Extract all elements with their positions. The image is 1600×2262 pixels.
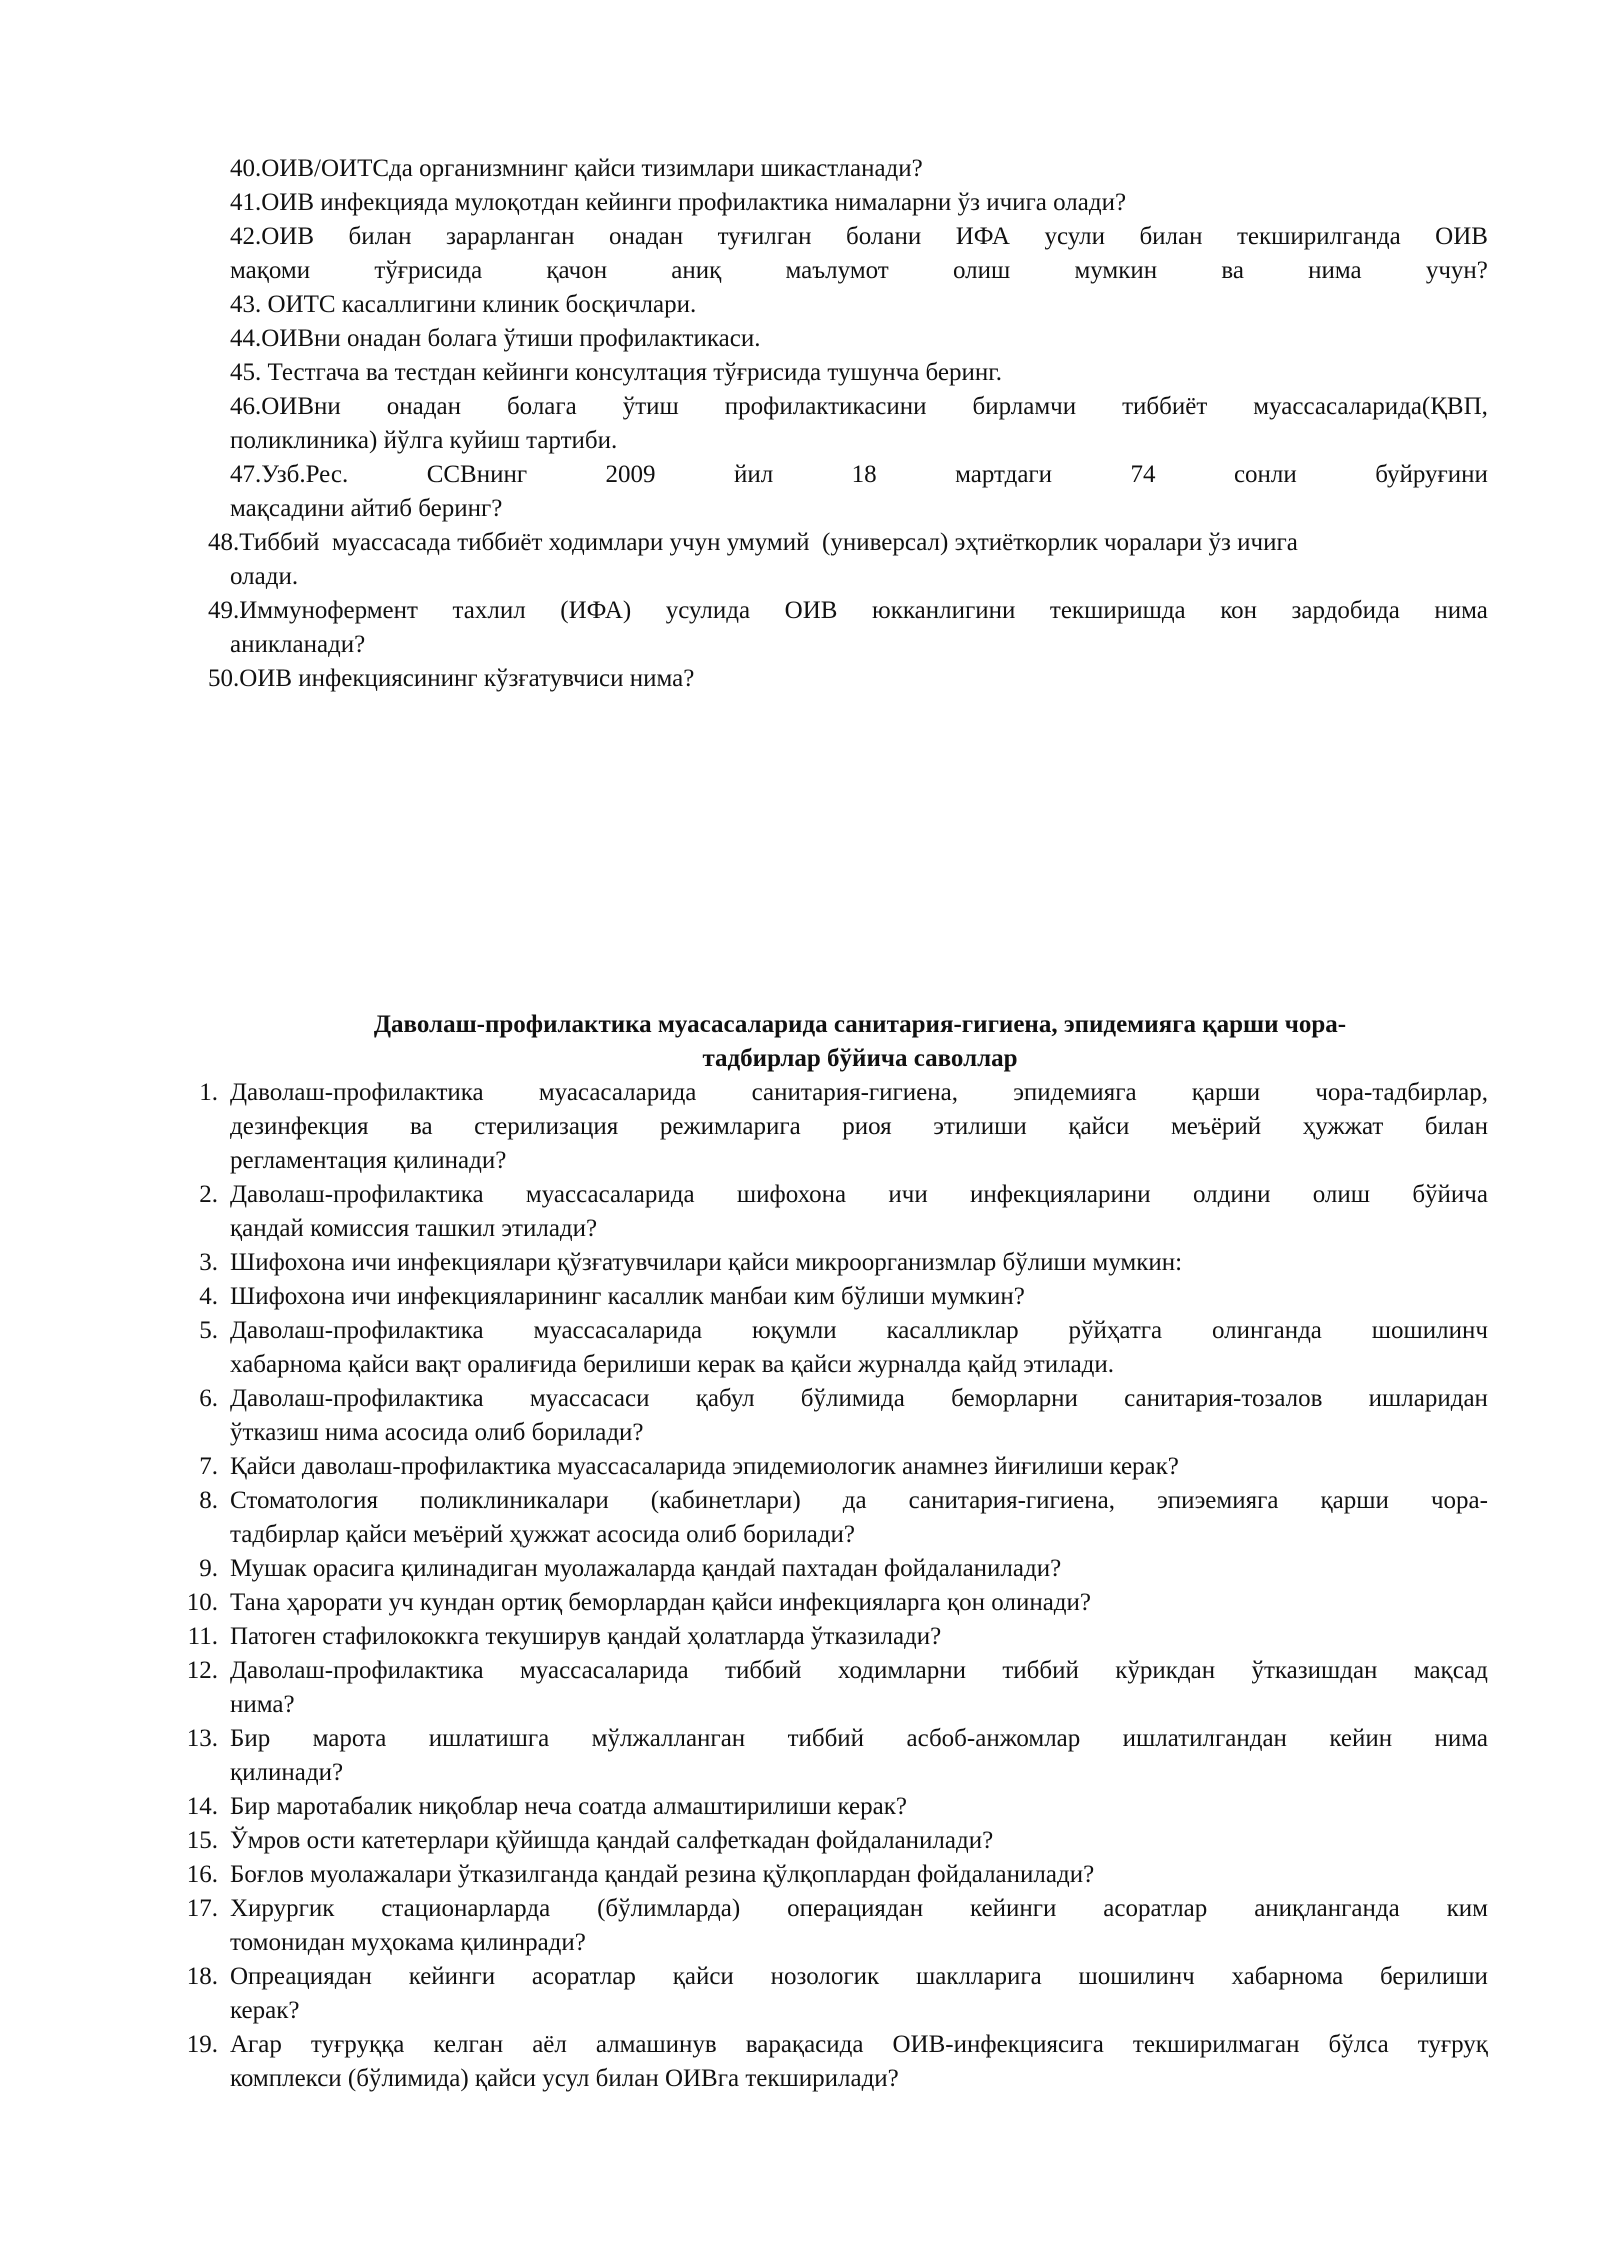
list-item-line <box>230 1178 1488 1212</box>
word: ОИВ <box>1435 223 1488 250</box>
word: асбоб-анжомлар <box>906 1725 1081 1752</box>
word: текширилмаган <box>1132 2031 1300 2058</box>
word: сонли <box>1233 461 1297 488</box>
word: тиббий <box>725 1657 802 1684</box>
word: Опреациядан <box>230 1963 372 1990</box>
question-47-line-1 <box>230 458 1488 492</box>
word: тўғрисида <box>374 257 483 284</box>
list-item-line: Шифохона ичи инфекцияларининг касаллик манбаи ким бўлиши мумкин? <box>230 1283 1025 1310</box>
word: тиббий <box>787 1725 865 1752</box>
list-item-number: 16. <box>186 1861 218 1888</box>
list-item-line: нима? <box>230 1691 295 1718</box>
word: қарши <box>1320 1487 1389 1514</box>
word: муассасаларида <box>525 1181 695 1208</box>
list-item-line <box>230 1076 1488 1110</box>
list-item-line: Мушак орасига қилинадиган муолажаларда қандай пахтадан фойдаланилади? <box>230 1555 1062 1582</box>
question-49-line-1 <box>208 594 1488 628</box>
word: нима <box>1434 1725 1488 1752</box>
word: 74 <box>1130 461 1156 488</box>
word: ким <box>1446 1895 1488 1922</box>
question-44: 44.ОИВни онадан болага ўтиши профилактикаси. <box>230 325 761 352</box>
list-item-line <box>230 1722 1488 1756</box>
word: шошилинч <box>1371 1317 1488 1344</box>
word: операциядан <box>787 1895 924 1922</box>
word: чора-тадбирлар, <box>1315 1079 1488 1106</box>
word: ОИВ <box>784 597 838 624</box>
word: қайси <box>1068 1113 1130 1140</box>
word: берилиши <box>1380 1963 1488 1990</box>
word: инфекцияларини <box>970 1181 1151 1208</box>
word: ва <box>1221 257 1244 284</box>
word: олиш <box>952 257 1011 284</box>
word: ҳужжат <box>1302 1113 1384 1140</box>
word: хабарнома <box>1231 1963 1344 1990</box>
word: ССВнинг <box>426 461 528 488</box>
word: муассасаларида(ҚВП, <box>1253 393 1488 420</box>
word: рўйҳатга <box>1068 1317 1163 1344</box>
word: маълумот <box>785 257 889 284</box>
word: кон <box>1220 597 1257 624</box>
word: поликлиникалари <box>420 1487 609 1514</box>
list-item-line: Қайси даволаш-профилактика муассасаларида эпидемиологик анамнез йиғилиши керак? <box>230 1453 1179 1480</box>
list-item-line: тадбирлар қайси меъёрий ҳужжат асосида олиб борилади? <box>230 1521 855 1548</box>
word: 18 <box>851 461 877 488</box>
word: Даволаш-профилактика <box>230 1079 484 1106</box>
word: асоратлар <box>531 1963 636 1990</box>
list-item-number: 2. <box>199 1181 218 1208</box>
word: (бўлимларда) <box>597 1895 741 1922</box>
question-46-line-1 <box>230 390 1488 424</box>
question-47-line-2: мақсадини айтиб беринг? <box>230 495 503 522</box>
word: билан <box>348 223 412 250</box>
word: қайси <box>672 1963 734 1990</box>
word: тиббий <box>1002 1657 1079 1684</box>
word: Агар <box>230 2031 282 2058</box>
word: онадан <box>608 223 684 250</box>
word: шошилинч <box>1078 1963 1195 1990</box>
word: (кабинетлари) <box>650 1487 801 1514</box>
word: ва <box>410 1113 433 1140</box>
word: Даволаш-профилактика <box>230 1317 484 1344</box>
list-item-line: керак? <box>230 1997 300 2024</box>
word: дезинфекция <box>230 1113 369 1140</box>
word: Хирургик <box>230 1895 335 1922</box>
word: Даволаш-профилактика <box>230 1181 484 1208</box>
word: кейин <box>1329 1725 1393 1752</box>
word: аёл <box>532 2031 567 2058</box>
word: бўйича <box>1412 1181 1488 1208</box>
word: риоя <box>842 1113 892 1140</box>
list-item-number: 4. <box>199 1283 218 1310</box>
word: туғруққа <box>310 2031 405 2058</box>
question-45: 45. Тестгача ва тестдан кейинги консултация тўғрисида тушунча беринг. <box>230 359 1002 386</box>
word: онадан <box>386 393 461 420</box>
word: бўлса <box>1328 2031 1389 2058</box>
word: болага <box>506 393 577 420</box>
word: 46.ОИВни <box>230 393 341 420</box>
word: варақасида <box>745 2031 864 2058</box>
word: ишларидан <box>1368 1385 1488 1412</box>
word: режимларига <box>659 1113 801 1140</box>
word: мумкин <box>1074 257 1158 284</box>
word: меъёрий <box>1170 1113 1262 1140</box>
word: қабул <box>695 1385 755 1412</box>
list-item-number: 1. <box>199 1079 218 1106</box>
list-item-number: 19. <box>186 2031 218 2058</box>
word: учун? <box>1425 257 1488 284</box>
question-49-line-2: аникланади? <box>230 631 366 658</box>
list-item-line <box>230 1314 1488 1348</box>
word: усулида <box>665 597 751 624</box>
word: болани <box>845 223 922 250</box>
list-item-line: Шифохона ичи инфекциялари қўзғатувчилари қайси микроорганизмлар бўлиши мумкин: <box>230 1249 1183 1276</box>
list-item-line: қандай комиссия ташкил этилади? <box>230 1215 598 1242</box>
section-title-line-1: Даволаш-профилактика муасасаларида санитария-гигиена, эпидемияга қарши чора- <box>373 1011 1347 1038</box>
word: асоратлар <box>1103 1895 1208 1922</box>
word: (ИФА) <box>560 597 632 624</box>
word: 49.Иммунофермент <box>208 597 418 624</box>
word: шаклларига <box>915 1963 1042 1990</box>
word: мақсад <box>1413 1657 1488 1684</box>
list-item-line: Патоген стафилококкга текуширув қандай ҳолатларда ўтказилади? <box>230 1623 942 1650</box>
word: қачон <box>546 257 608 284</box>
list-item-number: 11. <box>187 1623 218 1650</box>
question-50: 50.ОИВ инфекциясининг кўзғатувчиси нима? <box>208 665 695 692</box>
word: стационарларда <box>381 1895 551 1922</box>
word: чора- <box>1430 1487 1488 1514</box>
word: алмашинув <box>595 2031 717 2058</box>
word: санитария-гигиена, <box>908 1487 1115 1514</box>
word: туғилган <box>717 223 812 250</box>
word: нима <box>1308 257 1362 284</box>
word: мартдаги <box>955 461 1053 488</box>
word: ОИВ-инфекциясига <box>892 2031 1104 2058</box>
word: беморларни <box>951 1385 1078 1412</box>
list-item-line <box>230 1892 1488 1926</box>
list-item-number: 7. <box>199 1453 218 1480</box>
word: келган <box>433 2031 504 2058</box>
question-42-line-2 <box>230 254 1488 288</box>
word: Даволаш-профилактика <box>230 1385 484 1412</box>
word: 42.ОИВ <box>230 223 315 250</box>
word: зардобида <box>1291 597 1400 624</box>
list-item-line: томонидан муҳокама қилинради? <box>230 1929 586 1956</box>
word: туғруқ <box>1417 2031 1488 2058</box>
word: олинганда <box>1211 1317 1322 1344</box>
word: бўлимида <box>800 1385 905 1412</box>
word: қарши <box>1191 1079 1261 1106</box>
word: аниқланганда <box>1254 1895 1400 1922</box>
word: буйруғини <box>1375 461 1488 488</box>
list-item-number: 8. <box>199 1487 218 1514</box>
word: нозологик <box>770 1963 880 1990</box>
word: марота <box>312 1725 387 1752</box>
word: ишлатишга <box>428 1725 550 1752</box>
word: этилиши <box>933 1113 1027 1140</box>
word: билан <box>1139 223 1203 250</box>
list-item-number: 9. <box>199 1555 218 1582</box>
word: санитария-гигиена, <box>751 1079 958 1106</box>
list-item-line: комплекси (бўлимида) қайси усул билан ОИВга текширилади? <box>230 2065 899 2092</box>
word: кўрикдан <box>1115 1657 1216 1684</box>
list-item-line: регламентация қилинади? <box>230 1147 507 1174</box>
section-title-line-2: тадбирлар бўйича саволлар <box>702 1045 1018 1072</box>
word: профилактикасини <box>724 393 927 420</box>
word: юқумли <box>751 1317 837 1344</box>
word: 47.Узб.Рес. <box>230 461 349 488</box>
word: нима <box>1434 597 1488 624</box>
question-42-line-1 <box>230 220 1488 254</box>
word: ичи <box>888 1181 928 1208</box>
word: ўтиш <box>622 393 679 420</box>
word: да <box>842 1487 867 1514</box>
word: кейинги <box>969 1895 1057 1922</box>
word: Даволаш-профилактика <box>230 1657 484 1684</box>
word: муассасаларида <box>519 1657 689 1684</box>
list-item-number: 5. <box>199 1317 218 1344</box>
word: эпиэемияга <box>1157 1487 1279 1514</box>
word: санитария-тозалов <box>1124 1385 1323 1412</box>
list-item-line <box>230 2028 1488 2062</box>
word: Стоматология <box>230 1487 378 1514</box>
question-48-line-1: 48.Тиббий муассасада тиббиёт ходимлари учун умумий (универсал) эҳтиёткорлик чоралари ўз ичига <box>208 529 1298 556</box>
word: 2009 <box>605 461 656 488</box>
word: аниқ <box>671 257 722 284</box>
word: стерилизация <box>474 1113 619 1140</box>
word: бирламчи <box>972 393 1077 420</box>
word: эпидемияга <box>1013 1079 1137 1106</box>
word: юкканлигини <box>872 597 1016 624</box>
word: мақоми <box>230 257 311 284</box>
question-40: 40.ОИВ/ОИТСда организмнинг қайси тизимлари шикастланади? <box>230 155 923 182</box>
list-item-line: Бир маротабалик ниқоблар неча соатда алмаштирилиши керак? <box>230 1793 907 1820</box>
word: ўтказишдан <box>1251 1657 1378 1684</box>
word: зарарланган <box>446 223 575 250</box>
list-item-number: 12. <box>186 1657 218 1684</box>
list-item-number: 13. <box>186 1725 218 1752</box>
list-item-line: Ўмров ости катетерлари қўйишда қандай салфеткадан фойдаланилади? <box>230 1827 994 1854</box>
word: муассасаси <box>529 1385 650 1412</box>
word: кейинги <box>408 1963 496 1990</box>
question-48-line-2: олади. <box>230 563 299 590</box>
list-item-line: хабарнома қайси вақт оралиғида берилиши керак ва қайси журналда қайд этилади. <box>230 1351 1115 1378</box>
word: касалликлар <box>886 1317 1019 1344</box>
list-item-line: қилинади? <box>230 1759 344 1786</box>
word: мўлжалланган <box>591 1725 746 1752</box>
word: тиббиёт <box>1122 393 1208 420</box>
word: муасасаларида <box>538 1079 697 1106</box>
word: тахлил <box>452 597 526 624</box>
word: муассасаларида <box>533 1317 703 1344</box>
list-item-line <box>230 1484 1488 1518</box>
word: шифохона <box>736 1181 847 1208</box>
list-item-number: 15. <box>186 1827 218 1854</box>
word: йил <box>733 461 774 488</box>
list-item-line <box>230 1654 1488 1688</box>
word: усули <box>1044 223 1105 250</box>
list-item-line: Тана ҳарорати уч кундан ортиқ беморлардан қайси инфекцияларга қон олинади? <box>230 1589 1091 1616</box>
list-item-number: 14. <box>186 1793 218 1820</box>
list-item-line: ўтказиш нима асосида олиб борилади? <box>230 1419 644 1446</box>
word: ходимларни <box>837 1657 966 1684</box>
question-46-line-2: поликлиника) йўлга куйиш тартиби. <box>230 427 618 454</box>
word: ишлатилгандан <box>1122 1725 1287 1752</box>
word: олиш <box>1312 1181 1371 1208</box>
list-item-number: 10. <box>186 1589 218 1616</box>
list-item-line <box>230 1960 1488 1994</box>
word: ИФА <box>955 223 1010 250</box>
question-41: 41.ОИВ инфекцияда мулоқотдан кейинги профилактика нималарни ўз ичига олади? <box>230 189 1127 216</box>
word: текширилганда <box>1236 223 1401 250</box>
list-item-number: 18. <box>186 1963 218 1990</box>
list-item-number: 6. <box>199 1385 218 1412</box>
list-item-line: Боғлов муолажалари ўтказилганда қандай резина қўлқоплардан фойдаланилади? <box>230 1861 1095 1888</box>
list-item-number: 3. <box>199 1249 218 1276</box>
question-43: 43. ОИТС касаллигини клиник босқичлари. <box>230 291 697 318</box>
list-item-line <box>230 1110 1488 1144</box>
word: олдини <box>1192 1181 1271 1208</box>
list-item-line <box>230 1382 1488 1416</box>
list-item-number: 17. <box>186 1895 218 1922</box>
word: Бир <box>230 1725 271 1752</box>
word: текширишда <box>1049 597 1186 624</box>
word: билан <box>1424 1113 1488 1140</box>
